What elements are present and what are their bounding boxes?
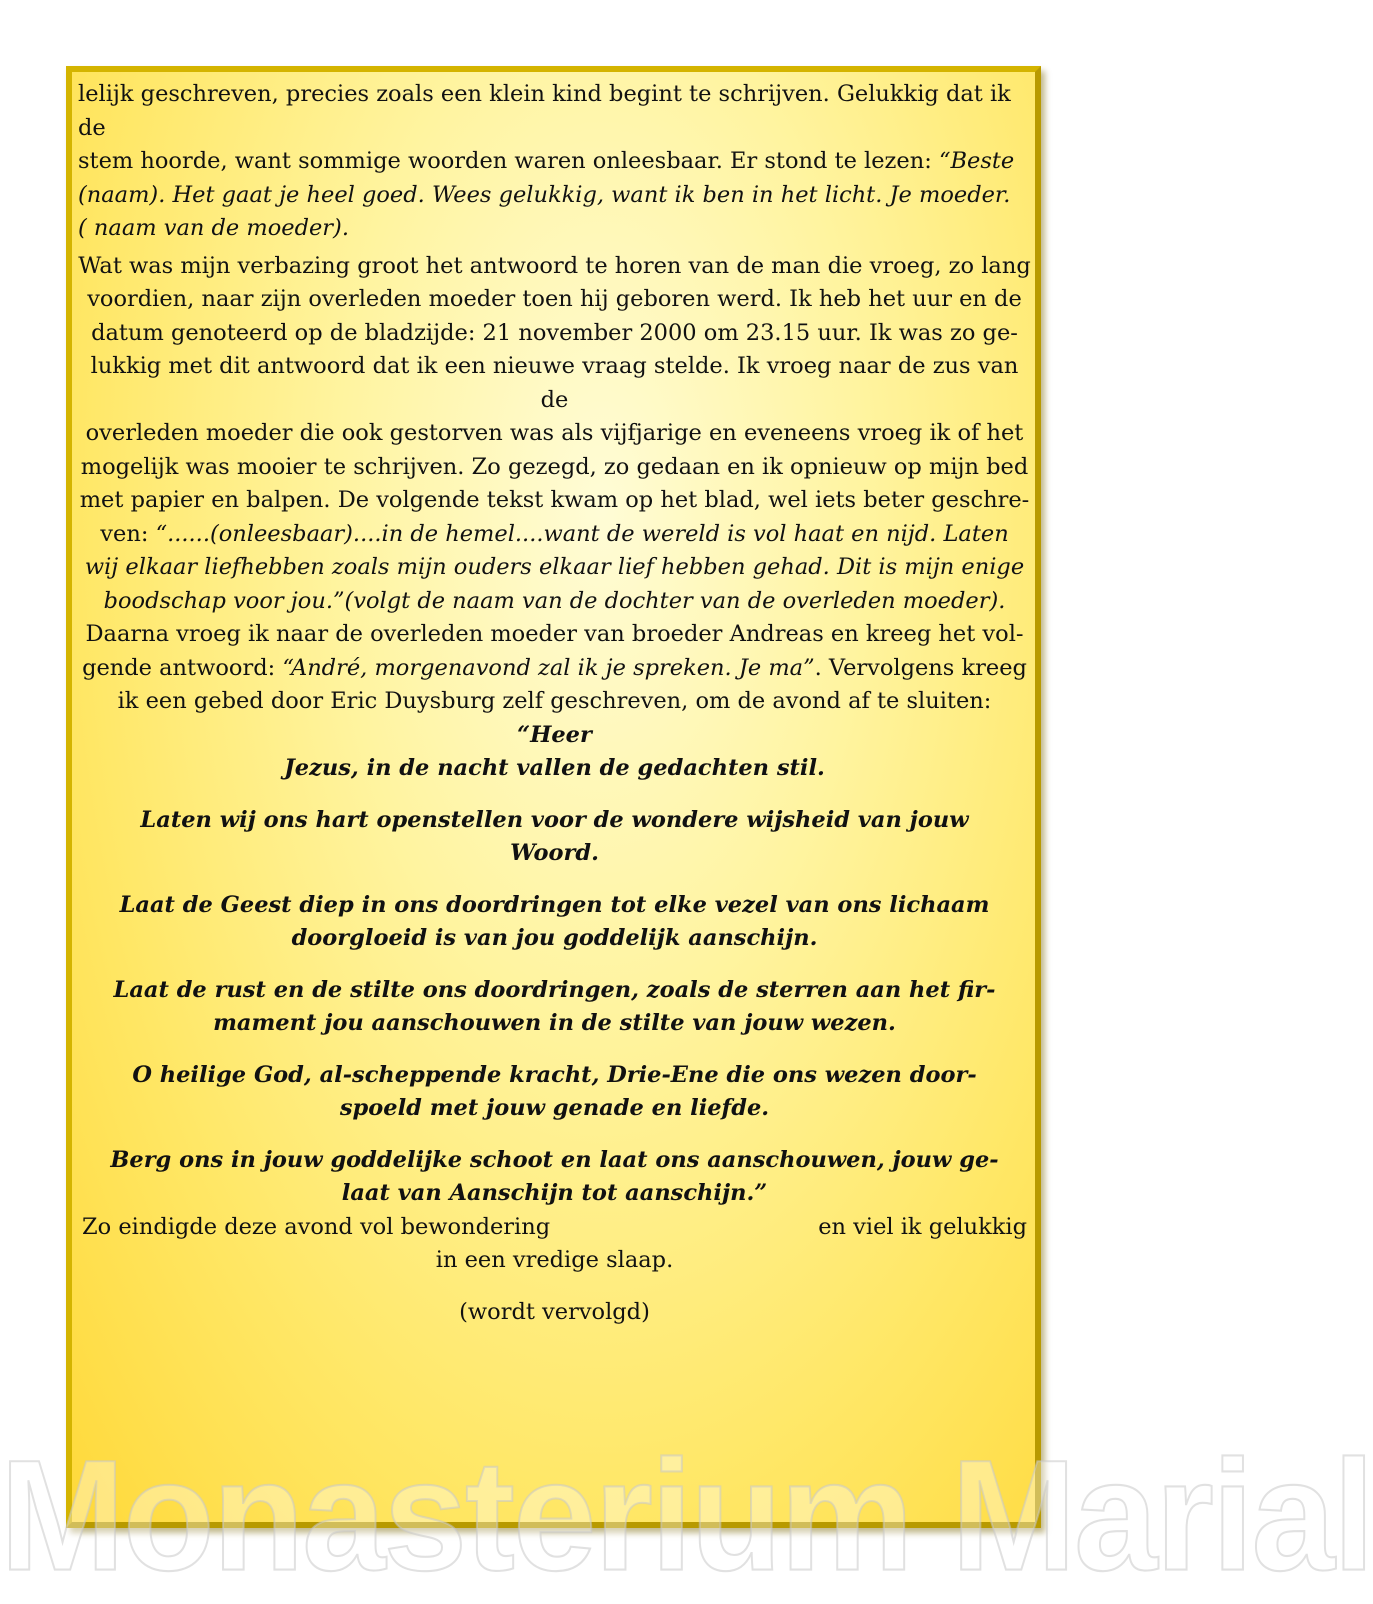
prayer-line: Laat de Geest diep in ons doordringen tot elke vezel van ons lichaam	[119, 891, 990, 918]
italic-quote-line: wij elkaar liefhebben zoals mijn ouders elkaar lief hebben gehad. Dit is mijn enige	[84, 554, 1025, 580]
text-line	[78, 652, 1031, 686]
closing-left: Zo eindigde deze avond vol bewondering	[82, 1213, 551, 1240]
prayer-stanza	[78, 804, 1031, 871]
body-text	[78, 78, 1031, 1329]
italic-quote-line: ( naam van de moeder).	[78, 215, 349, 241]
prayer-line: doorgloeid is van jou goddelijk aanschijn.	[291, 925, 818, 951]
text-line	[78, 145, 1031, 179]
closing-line	[78, 1211, 1031, 1245]
prayer-line: Laten wij ons hart openstellen voor de wondere wijsheid van jouw	[140, 806, 969, 833]
prayer-line: spoeld met jouw genade en liefde.	[339, 1095, 770, 1121]
prayer-start: “Heer	[517, 721, 592, 748]
closing-line-2: in een vredige slaap.	[435, 1247, 674, 1273]
text-line: datum genoteerd op de bladzijde: 21 november 2000 om 23.15 uur. Ik was zo ge-	[91, 319, 1018, 346]
italic-quote: boodschap voor jou.”	[103, 587, 345, 614]
text-line: voordien, naar zijn overleden moeder toen hij geboren werd. Ik heb het uur en de	[87, 286, 1022, 312]
prayer-stanza	[78, 1059, 1031, 1126]
text-line: overleden moeder die ook gestorven was als vijfjarige en eveneens vroeg ik of het	[85, 420, 1024, 446]
text-line	[78, 685, 1031, 752]
text-line: mogelijk was mooier te schrijven. Zo gezegd, zo gedaan en ik opnieuw op mijn bed	[80, 453, 1029, 480]
prayer-stanza	[78, 1144, 1031, 1211]
text-line	[78, 585, 1031, 619]
text-line: Daarna vroeg ik naar de overleden moeder van broeder Andreas en kreeg het vol-	[85, 621, 1024, 647]
prayer-stanza	[78, 889, 1031, 956]
prayer-line: Jezus, in de nacht vallen de gedachten stil.	[284, 755, 825, 781]
paragraph-1	[78, 78, 1031, 246]
closing-right: en viel ik gelukkig	[818, 1213, 1027, 1240]
prayer-line: mament jou aanschouwen in de stilte van jouw wezen.	[213, 1010, 896, 1036]
prayer-stanza	[78, 974, 1031, 1041]
text-line: met papier en balpen. De volgende tekst kwam op het blad, wel iets beter geschre-	[79, 487, 1030, 513]
italic-quote: “Beste	[938, 148, 1015, 174]
italic-quote: “André, morgenavond zal ik je spreken. Je ma”	[282, 654, 815, 681]
continued-note: (wordt vervolgd)	[459, 1298, 650, 1325]
text-run: (volgt de naam van de dochter van de overleden moeder).	[344, 587, 1006, 614]
watermark: Monasterium Marial	[0, 1426, 1373, 1604]
italic-quote-line: (naam). Het gaat je heel goed. Wees gelukkig, want ik ben in het licht. Je moeder.	[78, 181, 1011, 208]
prayer-line: laat van Aanschijn tot aanschijn.”	[341, 1180, 768, 1206]
text-run: ven:	[100, 520, 156, 547]
closing-paragraph	[78, 1211, 1031, 1278]
page-panel	[66, 66, 1041, 1528]
italic-quote: “......(onleesbaar)....in de hemel....want de wereld is vol haat en nijd. Laten	[155, 520, 1009, 547]
prayer-line: O heilige God, al-scheppende kracht, Drie-Ene die ons wezen door-	[132, 1061, 977, 1088]
text-run: gende antwoord:	[82, 654, 283, 681]
paragraph-2	[78, 250, 1031, 786]
text-line: lelijk geschreven, precies zoals een klein kind begint te schrijven. Gelukkig dat ik de	[78, 81, 1011, 141]
text-run: stem hoorde, want sommige woorden waren onleesbaar. Er stond te lezen:	[78, 148, 939, 174]
prayer-line: Laat de rust en de stilte ons doordringen, zoals de sterren aan het fir-	[113, 976, 996, 1003]
text-line: lukkig met dit antwoord dat ik een nieuwe vraag stelde. Ik vroeg naar de zus van de	[90, 353, 1019, 413]
prayer-line: Woord.	[510, 840, 599, 866]
text-line	[78, 518, 1031, 552]
text-run: ik een gebed door Eric Duysburg zelf geschreven, om de avond af te sluiten:	[117, 688, 992, 714]
prayer-line: Berg ons in jouw goddelijke schoot en laat ons aanschouwen, jouw ge-	[110, 1146, 999, 1173]
text-line: Wat was mijn verbazing groot het antwoord te horen van de man die vroeg, zo lang	[78, 252, 1031, 279]
text-run: . Vervolgens kreeg	[814, 654, 1027, 681]
